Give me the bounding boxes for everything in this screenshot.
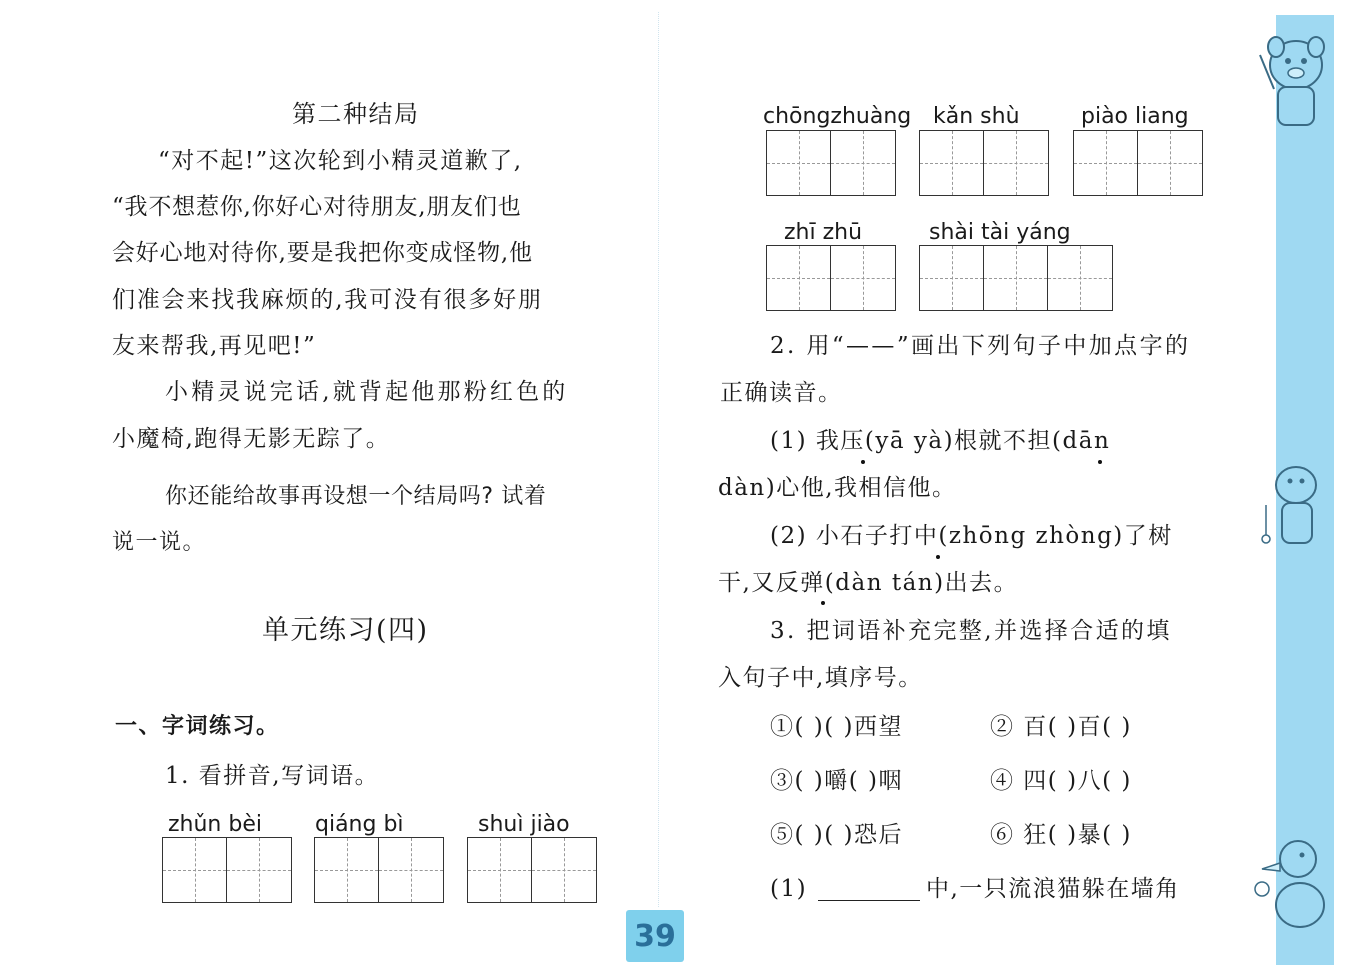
decorative-sidebar: [1276, 15, 1334, 965]
story-line: “我不想惹你,你好心对待朋友,朋友们也: [112, 194, 522, 220]
question-3-cont: 入句子中,填序号。: [718, 665, 923, 691]
left-page: [0, 0, 650, 980]
q2-sentence-1-cont: dàn)心他,我相信他。: [718, 475, 957, 501]
writing-cell[interactable]: [831, 131, 895, 195]
cartoon-duck-icon: [1246, 825, 1336, 935]
emphasis-dot: [936, 555, 940, 559]
idiom-item: ①( )( )西望: [770, 714, 904, 740]
writing-grid[interactable]: [919, 245, 1113, 311]
writing-cell[interactable]: [532, 838, 596, 902]
story-line: 小魔椅,跑得无影无踪了。: [112, 426, 391, 452]
emphasis-dot: [861, 460, 865, 464]
cartoon-pig-icon: [1246, 25, 1336, 135]
writing-cell[interactable]: [831, 246, 895, 310]
writing-grid[interactable]: [162, 837, 292, 903]
right-page: [660, 0, 1276, 980]
writing-cell[interactable]: [920, 131, 984, 195]
writing-cell[interactable]: [227, 838, 291, 902]
writing-grid[interactable]: [766, 130, 896, 196]
idiom-item: ⑥ 狂( )暴( ): [990, 822, 1132, 848]
question-1: 1. 看拼音,写词语。: [165, 763, 380, 789]
q2-sentence-2-cont: 干,又反弹(dàn tán)出去。: [718, 570, 1019, 596]
writing-cell[interactable]: [1048, 246, 1112, 310]
prompt-line: 说一说。: [112, 530, 207, 555]
writing-cell[interactable]: [767, 131, 831, 195]
emphasis-dot: [1098, 460, 1102, 464]
emphasis-dot: [821, 601, 825, 605]
writing-grid[interactable]: [314, 837, 444, 903]
page-number: 39: [626, 910, 684, 962]
pinyin-label: chōngzhuàng: [763, 104, 912, 129]
q3-sentence-1-text: 中,一只流浪猫躲在墙角: [926, 876, 1180, 902]
writing-cell[interactable]: [163, 838, 227, 902]
pinyin-label: shài tài yáng: [929, 220, 1071, 245]
cartoon-dog-icon: [1256, 455, 1336, 565]
pinyin-label: piào liang: [1081, 104, 1189, 129]
idiom-item: ② 百( )百( ): [990, 714, 1132, 740]
story-line: 们准会来找我麻烦的,我可没有很多好朋: [112, 287, 543, 313]
idiom-item: ③( )嚼( )咽: [770, 768, 904, 794]
pinyin-label: zhī zhū: [784, 220, 863, 245]
story-line: 会好心地对待你,要是我把你变成怪物,他: [112, 240, 533, 266]
idiom-item: ④ 四( )八( ): [990, 768, 1132, 794]
writing-cell[interactable]: [468, 838, 532, 902]
pinyin-label: kǎn shù: [933, 104, 1020, 129]
writing-cell[interactable]: [1074, 131, 1138, 195]
idiom-item: ⑤( )( )恐后: [770, 822, 904, 848]
story-heading: 第二种结局: [292, 100, 420, 128]
writing-cell[interactable]: [984, 246, 1048, 310]
pinyin-label: qiáng bì: [315, 812, 404, 837]
section-heading: 一、字词练习。: [115, 714, 280, 739]
q2-sentence-1: (1) 我压(yā yà)根就不担(dān: [770, 428, 1111, 454]
question-3: 3. 把词语补充完整,并选择合适的填: [770, 618, 1172, 644]
answer-blank[interactable]: [818, 900, 920, 901]
pinyin-label: shuì jiào: [478, 812, 570, 837]
writing-grid[interactable]: [1073, 130, 1203, 196]
q2-sentence-2: (2) 小石子打中(zhōng zhòng)了树: [770, 523, 1173, 549]
writing-cell[interactable]: [984, 131, 1048, 195]
page-spine: [658, 12, 659, 907]
story-line: 友来帮我,再见吧!”: [112, 333, 317, 359]
writing-cell[interactable]: [1138, 131, 1202, 195]
writing-grid[interactable]: [919, 130, 1049, 196]
writing-cell[interactable]: [767, 246, 831, 310]
q3-sentence-1-label: (1): [770, 876, 808, 902]
writing-cell[interactable]: [920, 246, 984, 310]
writing-cell[interactable]: [379, 838, 443, 902]
writing-grid[interactable]: [766, 245, 896, 311]
pinyin-label: zhǔn bèi: [168, 812, 262, 837]
writing-cell[interactable]: [315, 838, 379, 902]
writing-grid[interactable]: [467, 837, 597, 903]
story-line: 小精灵说完话,就背起他那粉红色的: [165, 379, 569, 405]
prompt-line: 你还能给故事再设想一个结局吗? 试着: [165, 484, 547, 509]
question-2: 2. 用“——”画出下列句子中加点字的: [770, 333, 1191, 359]
unit-title: 单元练习(四): [262, 615, 429, 646]
question-2-cont: 正确读音。: [720, 380, 843, 406]
story-line: “对不起!”这次轮到小精灵道歉了,: [158, 148, 523, 174]
